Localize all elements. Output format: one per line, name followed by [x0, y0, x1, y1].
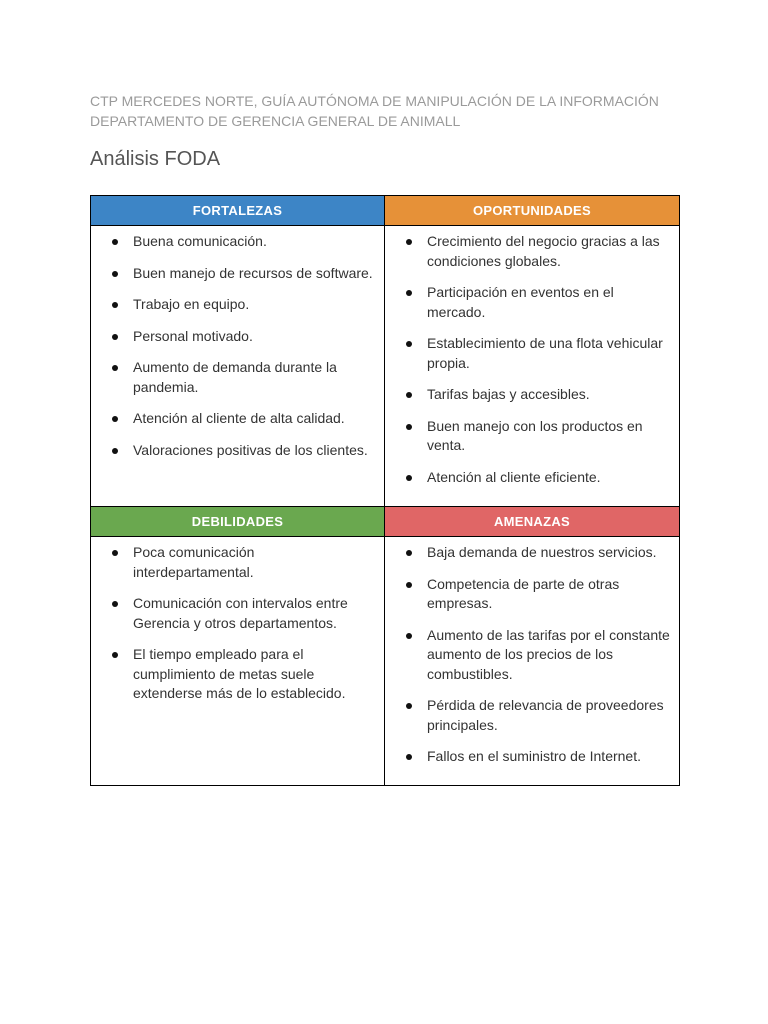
oportunidades-list-item [385, 232, 671, 271]
debilidades-header: DEBILIDADES [91, 507, 385, 537]
fortalezas-list-item [91, 232, 376, 252]
amenazas-item-text: Baja demanda de nuestros servicios. [427, 544, 657, 560]
bullet-icon [406, 239, 412, 245]
fortalezas-header: FORTALEZAS [91, 196, 385, 226]
bullet-icon [406, 392, 412, 398]
bullet-icon [406, 424, 412, 430]
bullet-icon [112, 601, 118, 607]
fortalezas-item-text: Buena comunicación. [133, 233, 267, 249]
oportunidades-item-text: Crecimiento del negocio gracias a las condiciones globales. [427, 233, 660, 269]
bullet-icon [112, 550, 118, 556]
bullet-icon [112, 448, 118, 454]
oportunidades-header: OPORTUNIDADES [385, 196, 680, 226]
oportunidades-item-text: Establecimiento de una flota vehicular propia. [427, 335, 663, 371]
fortalezas-item-text: Valoraciones positivas de los clientes. [133, 441, 368, 458]
fortalezas-list-item [91, 441, 376, 461]
bullet-icon [112, 652, 118, 658]
oportunidades-list-item [385, 417, 671, 456]
amenazas-item-text: Competencia de parte de otras empresas. [427, 575, 620, 611]
amenazas-cell [385, 537, 680, 786]
amenazas-item-text: Fallos en el suministro de Internet. [427, 748, 641, 764]
fortalezas-list-item [91, 327, 376, 347]
fortalezas-item-text: Personal motivado. [133, 327, 253, 344]
debilidades-item-text: Comunicación con intervalos entre Gerencia y otros departamentos. [133, 595, 348, 631]
page-title: Análisis FODA [90, 148, 221, 170]
fortalezas-list-item [91, 358, 376, 397]
oportunidades-cell [385, 226, 680, 507]
header-line-department: DEPARTAMENTO DE GERENCIA GENERAL DE ANIMALL [90, 113, 461, 129]
debilidades-list-item [91, 645, 376, 704]
oportunidades-list-item [385, 385, 671, 405]
bullet-icon [112, 416, 118, 422]
fortalezas-item-text: Trabajo en equipo. [133, 296, 250, 312]
bullet-icon [406, 290, 412, 296]
amenazas-list-item [385, 696, 671, 735]
oportunidades-list-item [385, 283, 671, 322]
oportunidades-item-text: Participación en eventos en el mercado. [427, 284, 614, 320]
debilidades-list-item [91, 594, 376, 633]
amenazas-list-item [385, 626, 671, 685]
amenazas-list [385, 537, 679, 776]
fortalezas-item-text: Buen manejo de recursos de software. [133, 264, 373, 281]
bullet-icon [406, 550, 412, 556]
oportunidades-item-text: Buen manejo con los productos en venta. [427, 417, 643, 453]
amenazas-item-text: Pérdida de relevancia de proveedores principales. [427, 697, 664, 733]
bullet-icon [406, 633, 412, 639]
bullet-icon [112, 271, 118, 277]
oportunidades-list-item [385, 334, 671, 373]
amenazas-list-item [385, 543, 671, 563]
debilidades-list-item [91, 543, 376, 582]
amenazas-list-item [385, 575, 671, 614]
fortalezas-list-item [91, 264, 376, 284]
foda-table [90, 195, 680, 786]
fortalezas-cell [91, 226, 385, 507]
fortalezas-list [91, 226, 384, 469]
fortalezas-list-item [91, 295, 376, 315]
bullet-icon [406, 582, 412, 588]
bullet-icon [406, 475, 412, 481]
bullet-icon [406, 754, 412, 760]
debilidades-item-text: Poca comunicación interdepartamental. [133, 544, 255, 580]
debilidades-list [91, 537, 384, 713]
fortalezas-list-item [91, 409, 376, 429]
bullet-icon [406, 703, 412, 709]
amenazas-header: AMENAZAS [385, 507, 680, 537]
fortalezas-item-text: Atención al cliente de alta calidad. [133, 410, 345, 426]
document-header [90, 91, 690, 131]
bullet-icon [406, 341, 412, 347]
amenazas-item-text: Aumento de las tarifas por el constante aumento de los precios de los combustibles. [427, 626, 670, 682]
oportunidades-list-item [385, 468, 671, 488]
debilidades-cell [91, 537, 385, 786]
oportunidades-list [385, 226, 679, 496]
bullet-icon [112, 302, 118, 308]
fortalezas-item-text: Aumento de demanda durante la pandemia. [133, 359, 337, 395]
oportunidades-item-text: Tarifas bajas y accesibles. [427, 386, 590, 402]
debilidades-item-text: El tiempo empleado para el cumplimiento de metas suele extenderse más de lo establecido. [133, 646, 346, 701]
amenazas-list-item [385, 747, 671, 767]
bullet-icon [112, 365, 118, 371]
oportunidades-item-text: Atención al cliente eficiente. [427, 468, 601, 485]
bullet-icon [112, 334, 118, 340]
bullet-icon [112, 239, 118, 245]
header-line-school: CTP MERCEDES NORTE, GUÍA AUTÓNOMA DE MANIPULACIÓN DE LA INFORMACIÓN [90, 93, 659, 109]
